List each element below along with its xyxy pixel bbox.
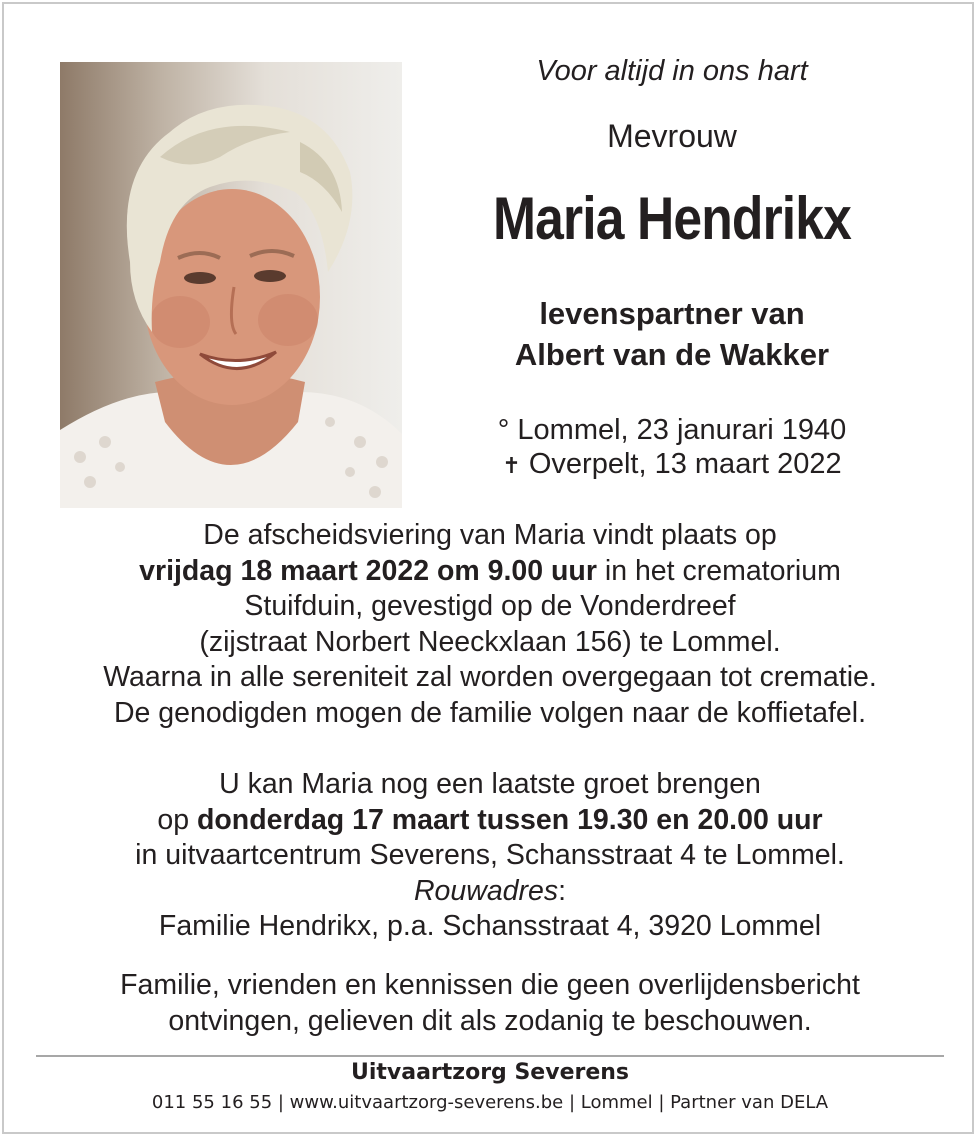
visitation-line: U kan Maria nog een laatste groet brengen bbox=[219, 768, 761, 800]
honorific: Mevrouw bbox=[607, 118, 737, 154]
ceremony-line: (zijstraat Norbert Neeckxlaan 156) te Lommel. bbox=[199, 625, 781, 658]
portrait-photo bbox=[60, 62, 402, 508]
visitation-line: in uitvaartcentrum Severens, Schansstraat 4 te Lommel. bbox=[135, 839, 845, 871]
birth-line bbox=[402, 414, 942, 447]
deceased-name: Maria Hendrikx bbox=[493, 185, 851, 252]
visitation-date-line bbox=[0, 803, 980, 839]
notice-line: Familie, vrienden en kennissen die geen overlijdensbericht bbox=[120, 969, 860, 1001]
footer-divider bbox=[36, 1055, 944, 1057]
address-label-line bbox=[0, 874, 980, 910]
partner-label: levenspartner van bbox=[539, 296, 805, 331]
ceremony-paragraph bbox=[0, 518, 980, 731]
birth-symbol: ° bbox=[497, 414, 510, 446]
ceremony-line: Waarna in alle sereniteit zal worden overgegaan tot crematie. bbox=[103, 661, 877, 693]
funeral-home-name: Uitvaartzorg Severens bbox=[350, 1060, 630, 1085]
ceremony-line: De genodigden mogen de familie volgen naar de koffietafel. bbox=[113, 696, 867, 729]
visitation-date: donderdag 17 maart tussen 19.30 en 20.00 uur bbox=[196, 803, 823, 836]
visitation-paragraph bbox=[0, 767, 980, 945]
ceremony-line: Stuifduin, gevestigd op de Vonderdreef bbox=[244, 590, 736, 622]
visitation-prefix: op bbox=[157, 803, 197, 836]
notice-line: ontvingen, gelieven dit als zodanig te beschouwen. bbox=[168, 1004, 812, 1037]
birth-text: Lommel, 23 janurari 1940 bbox=[517, 414, 847, 446]
death-text: Overpelt, 13 maart 2022 bbox=[528, 448, 842, 480]
mourning-address: Familie Hendrikx, p.a. Schansstraat 4, 3920 Lommel bbox=[158, 910, 822, 942]
ceremony-line: De afscheidsviering van Maria vindt plaats op bbox=[203, 519, 777, 551]
motto: Voor altijd in ons hart bbox=[536, 55, 808, 87]
ceremony-location-start: in het crematorium bbox=[596, 554, 841, 587]
death-line bbox=[402, 448, 942, 481]
address-label: Rouwadres bbox=[413, 874, 559, 907]
cross-icon: ✝ bbox=[502, 454, 521, 479]
address-colon: : bbox=[558, 874, 567, 907]
ceremony-date: vrijdag 18 maart 2022 om 9.00 uur bbox=[139, 554, 597, 587]
notice-paragraph bbox=[0, 968, 980, 1039]
ceremony-date-line bbox=[0, 554, 980, 590]
funeral-home-contact: 011 55 16 55 | www.uitvaartzorg-severens.be | Lommel | Partner van DELA bbox=[151, 1092, 829, 1113]
partner-name: Albert van de Wakker bbox=[514, 337, 830, 372]
